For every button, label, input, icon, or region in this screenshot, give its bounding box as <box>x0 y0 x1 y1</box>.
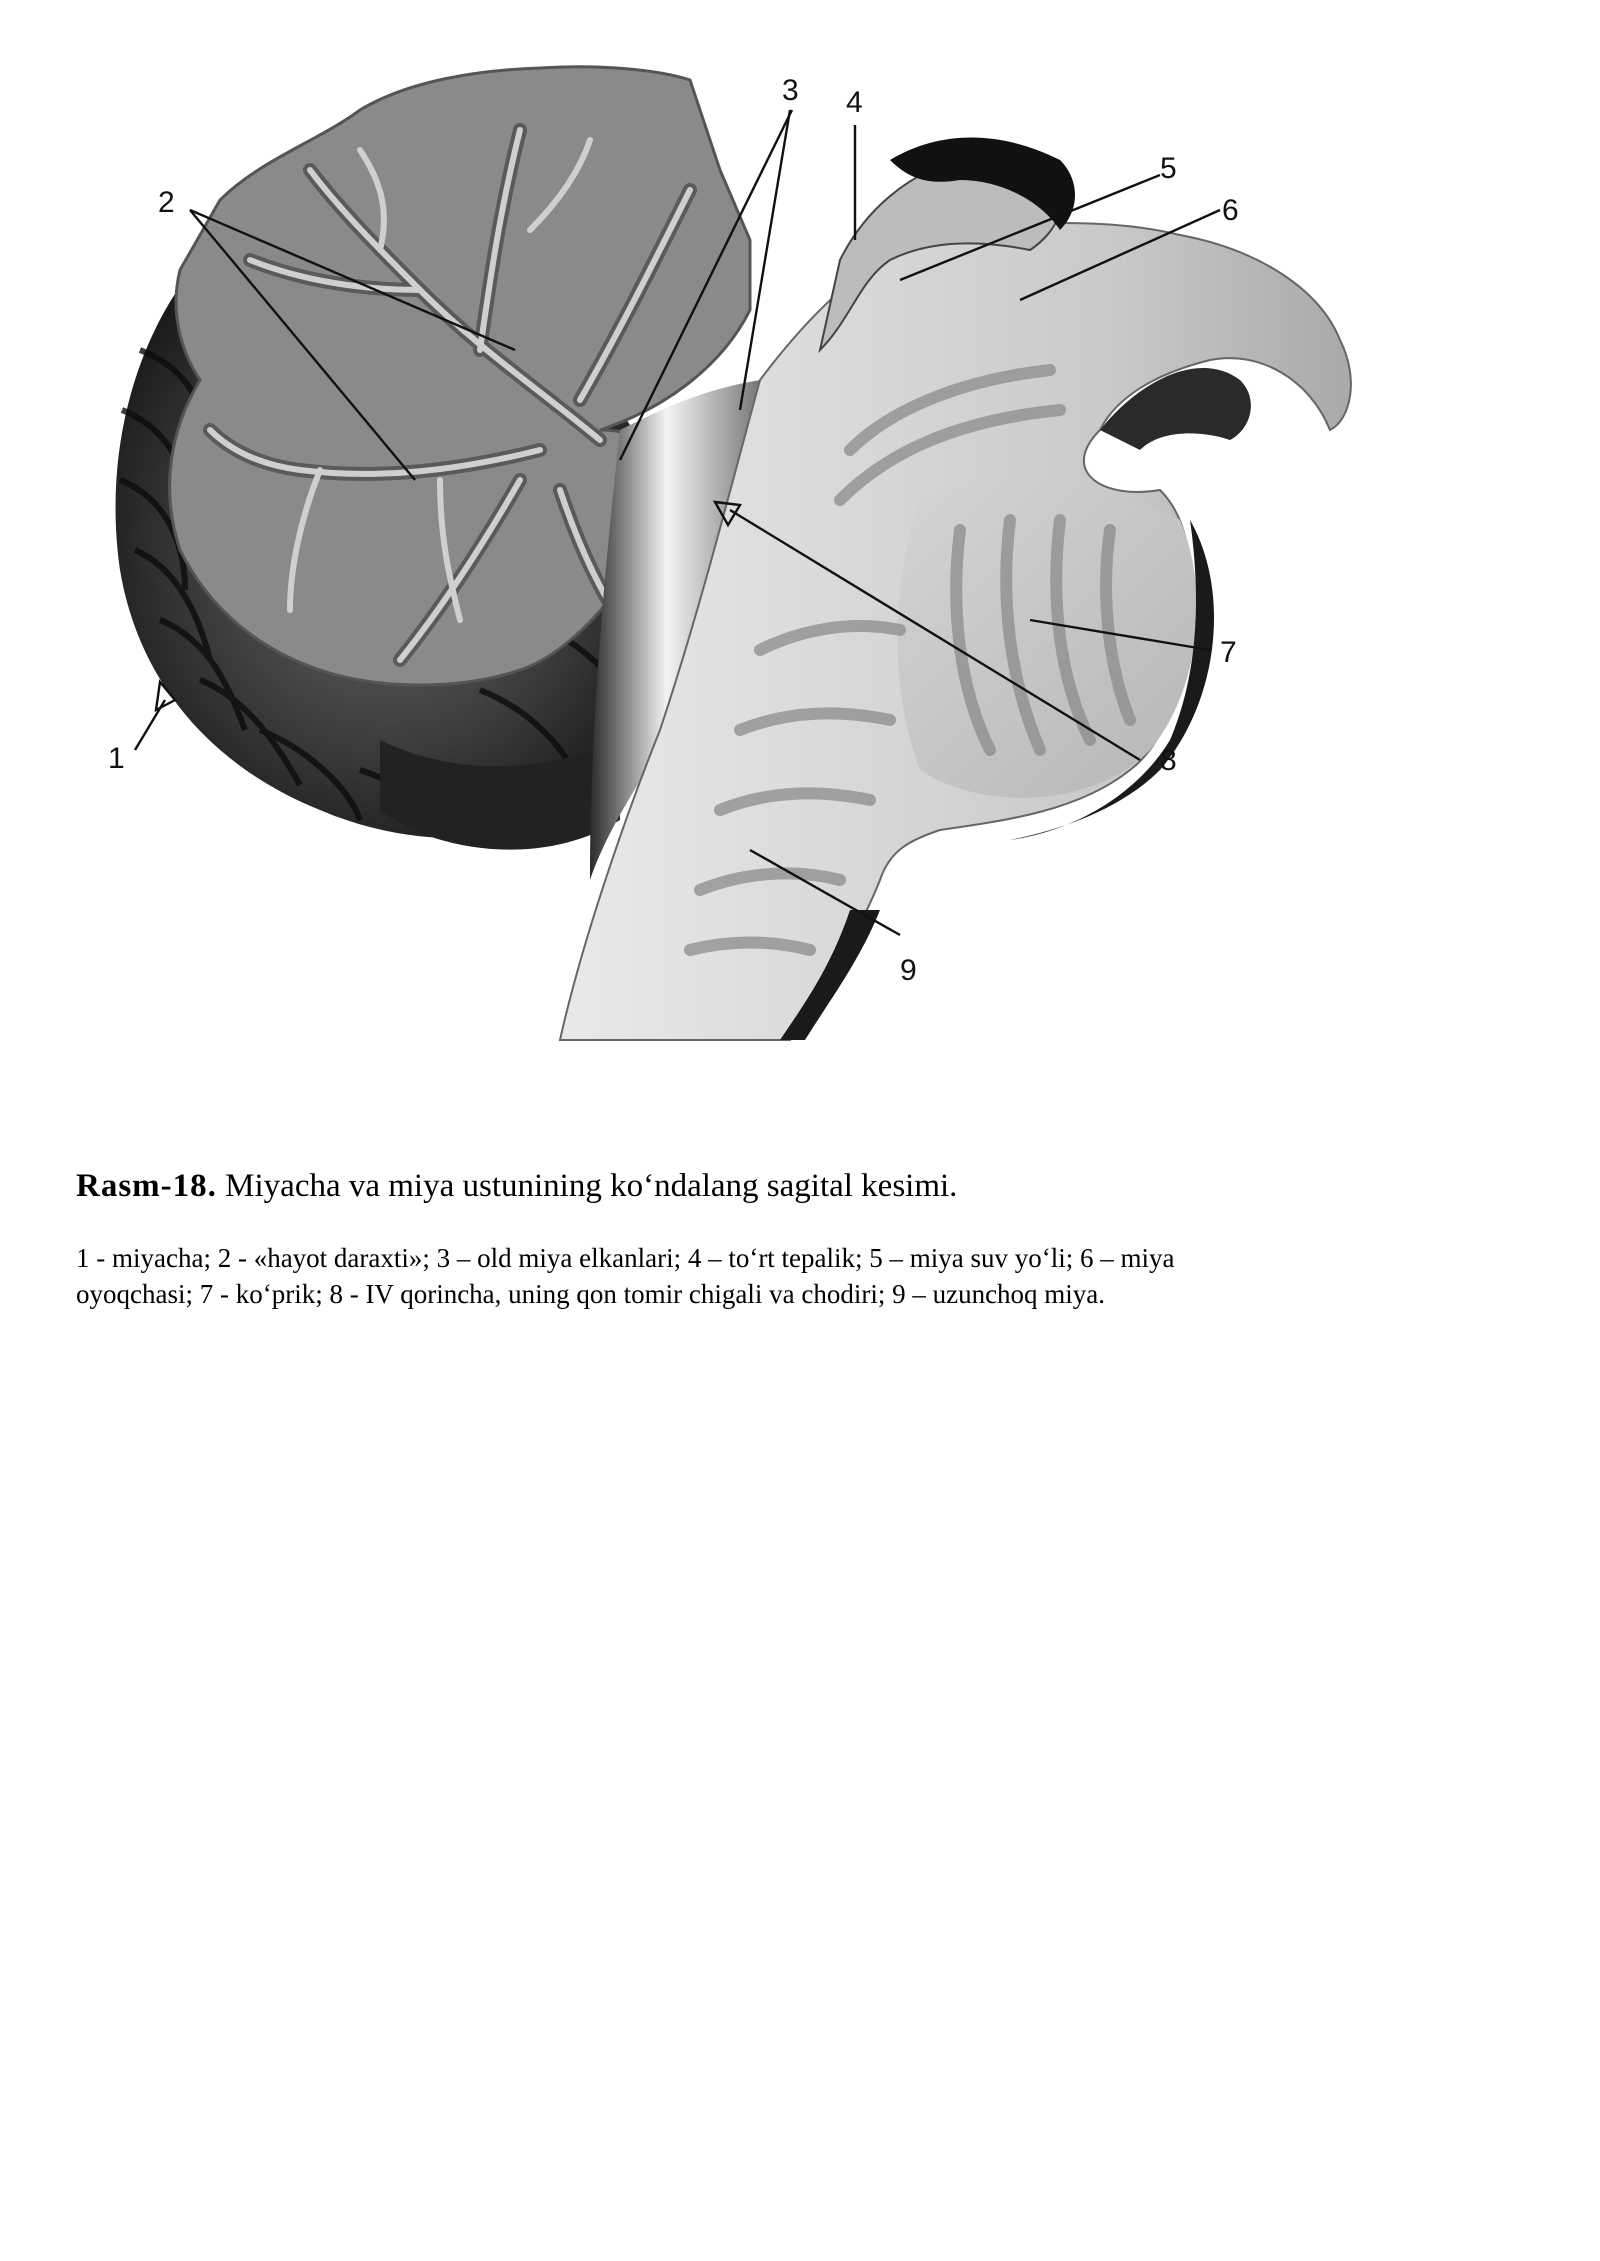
legend-line-2: oyoqchasi; 7 - ko‘prik; 8 - IV qorincha, uning qon tomir chigali va chodiri; 9 – uzunchoq miya. <box>76 1279 1106 1309</box>
callout-3: 3 <box>782 74 799 107</box>
figure-legend <box>76 1240 1496 1312</box>
callout-1: 1 <box>108 742 125 775</box>
figure-title: Miyacha va miya ustunining ko‘ndalang sagital kesimi. <box>225 1168 958 1204</box>
callout-6: 6 <box>1222 194 1239 227</box>
figure-label: Rasm-18. <box>76 1168 217 1204</box>
callout-8: 8 <box>1160 744 1177 777</box>
callout-4: 4 <box>846 86 863 119</box>
figure-caption <box>76 1168 1536 1205</box>
legend-line-1: 1 - miyacha; 2 - «hayot daraxti»; 3 – old miya elkanlari; 4 – to‘rt tepalik; 5 – miya suv yo‘li; 6 – miya <box>76 1243 1175 1273</box>
brain-section-illustration <box>60 50 1360 1100</box>
callout-7: 7 <box>1220 636 1237 669</box>
callout-9: 9 <box>900 954 917 987</box>
callout-5: 5 <box>1160 152 1177 185</box>
brain-section-diagram <box>60 50 1360 1100</box>
callout-2: 2 <box>158 186 175 219</box>
